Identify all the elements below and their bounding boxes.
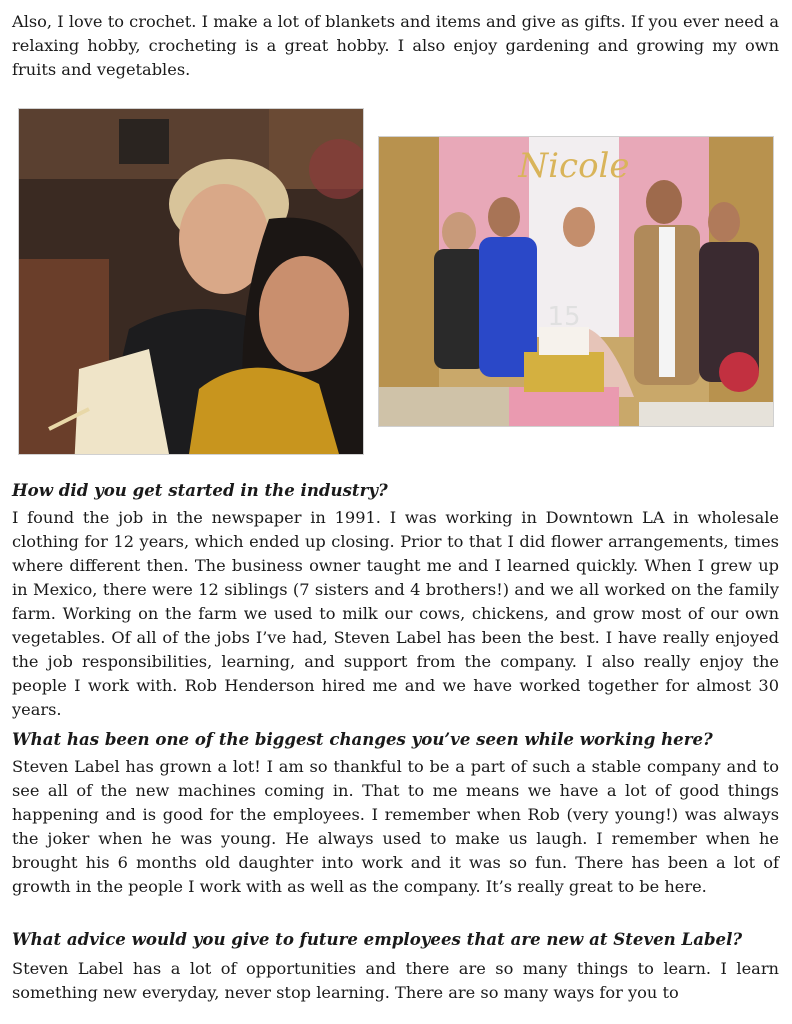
quinceanera-image [379,137,773,426]
question-3: What advice would you give to future employees that are new at Steven Label? [12,929,743,949]
photo-selfie [18,108,364,455]
cake-number: 15 [547,302,581,332]
selfie-image [19,109,363,454]
answer-1: I found the job in the newspaper in 1991. I was working in Downtown LA in wholesale clothing for 12 years, which ended up closing. Prior to that I did flower arrangements, times where different then. The business owner taught me and I learned quickly. When I grew up in Mexico, there were 12 siblings (7 sisters and 4 brothers!) and we all worked on the family farm. Working on the farm we used to milk our cows, chickens, and grow most of our own vegetables. Of all of the jobs I’ve had, Steven Label has been the best. I have really enjoyed the job responsibilities, learning, and support from the company. I also really enjoy the people I work with. Rob Henderson hired me and we have worked together for almost 30 years. [12,508,779,719]
question-1: How did you get started in the industry? [12,480,388,500]
question-2: What has been one of the biggest changes you’ve seen while working here? [12,729,713,749]
banner-name: Nicole [518,146,630,186]
photo-quinceanera [378,136,774,427]
intro-paragraph: Also, I love to crochet. I make a lot of blankets and items and give as gifts. If you ever need a relaxing hobby, crocheting is a great hobby. I also enjoy gardening and growing my own fruits and vegetables. [12,12,779,79]
answer-2: Steven Label has grown a lot! I am so thankful to be a part of such a stable company and to see all of the new machines coming in. That to me means we have a lot of good things happening and is good for the employees. I remember when Rob (very young!) was always the joker when he was young. He always used to make us laugh. I remember when he brought his 6 months old daughter into work and it was so fun. There has been a lot of growth in the people I work with as well as the company. It’s really great to be here. [12,757,779,896]
answer-3: Steven Label has a lot of opportunities and there are so many things to learn. I learn something new everyday, never stop learning. There are so many ways for you to [12,959,779,1002]
